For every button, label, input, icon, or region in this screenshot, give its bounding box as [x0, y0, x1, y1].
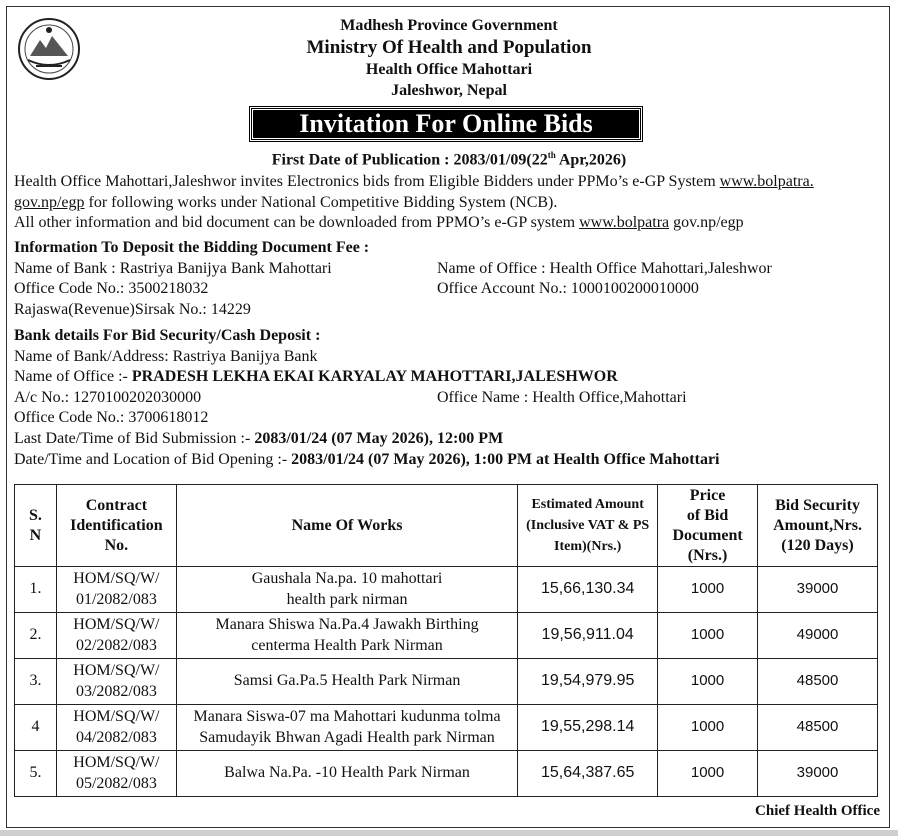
col-sn: S. N [15, 485, 57, 567]
office-location: Jaleshwor, Nepal [391, 82, 507, 99]
contract-cell: HOM/SQ/W/ 02/2082/083 [56, 613, 176, 659]
price-cell: 1000 [658, 705, 758, 751]
contract-cell: HOM/SQ/W/ 04/2082/083 [56, 705, 176, 751]
col-contract: Contract Identification No. [56, 485, 176, 567]
fee-bank: Name of Bank : Rastriya Banijya Bank Mahottari [14, 259, 332, 277]
contract-cell: HOM/SQ/W/ 03/2082/083 [56, 659, 176, 705]
table-row [15, 613, 878, 659]
security-cell: 39000 [758, 751, 878, 797]
security-account: A/c No.: 1270100202030000 [14, 388, 202, 406]
col-works: Name Of Works [176, 485, 517, 567]
works-cell: Samsi Ga.Pa.5 Health Park Nirman [176, 659, 517, 705]
bolpatra-link-2[interactable]: www.bolpatra [579, 214, 670, 232]
works-cell: Manara Shiswa Na.Pa.4 Jawakh Birthing centerma Health Park Nirman [176, 613, 517, 659]
contract-cell: HOM/SQ/W/ 01/2082/083 [56, 567, 176, 613]
ministry-name: Ministry Of Health and Population [306, 37, 592, 58]
security-cell: 39000 [758, 567, 878, 613]
sn-cell: 2. [15, 613, 57, 659]
bottom-rule [0, 830, 898, 836]
publication-date: First Date of Publication : 2083/01/09(22th Apr,2026) [271, 150, 627, 169]
amount-cell: 15,66,130.34 [518, 567, 658, 613]
amount-cell: 19,54,979.95 [518, 659, 658, 705]
contract-cell: HOM/SQ/W/ 05/2082/083 [56, 751, 176, 797]
table-header-row [15, 485, 878, 567]
table-row [15, 751, 878, 797]
fee-right [437, 259, 772, 300]
province-name: Madhesh Province Government [340, 17, 558, 34]
table-row [15, 705, 878, 751]
submission-deadline: Last Date/Time of Bid Submission :- 2083/01/24 (07 May 2026), 12:00 PM [14, 429, 504, 447]
security-office-name: Office Name : Health Office,Mahottari [437, 388, 687, 406]
fee-section [14, 238, 369, 320]
works-cell: Balwa Na.Pa. -10 Health Park Nirman [176, 751, 517, 797]
works-cell: Gaushala Na.pa. 10 mahottari health park nirman [176, 567, 517, 613]
intro-paragraph: Health Office Mahottari,Jaleshwor invites Electronics bids from Eligible Bidders under PPMo’s e-GP System www.bolpatra. gov.np/egp for following works under National Competitive Bidding System (NCB). All other information and bid document can be downloaded from PPMO’s e-GP system www.bolpatra gov.np/egp [14, 173, 814, 232]
table-row [15, 567, 878, 613]
amount-cell: 19,55,298.14 [518, 705, 658, 751]
col-price: Price of Bid Document (Nrs.) [658, 485, 758, 567]
bid-opening: Date/Time and Location of Bid Opening :- 2083/01/24 (07 May 2026), 1:00 PM at Health Office Mahottari [14, 450, 720, 468]
security-cell: 48500 [758, 659, 878, 705]
works-cell: Manara Siswa-07 ma Mahottari kudunma tolma Samudayik Bhwan Agadi Health park Nirman [176, 705, 517, 751]
col-security: Bid Security Amount,Nrs. (120 Days) [758, 485, 878, 567]
sn-cell: 4 [15, 705, 57, 751]
price-cell: 1000 [658, 751, 758, 797]
amount-cell: 15,64,387.65 [518, 751, 658, 797]
sn-cell: 3. [15, 659, 57, 705]
security-cell: 48500 [758, 705, 878, 751]
col-amount: Estimated Amount (Inclusive VAT & PS Item)(Nrs.) [518, 485, 658, 567]
office-name: Health Office Mahottari [365, 61, 533, 78]
fee-account: Office Account No.: 1000100200010000 [437, 280, 699, 298]
bids-table [14, 484, 878, 797]
amount-cell: 19,56,911.04 [518, 613, 658, 659]
price-cell: 1000 [658, 613, 758, 659]
sn-cell: 1. [15, 567, 57, 613]
header [0, 16, 898, 101]
egp-link[interactable]: gov.np/egp [14, 193, 85, 211]
fee-sirsak: Rajaswa(Revenue)Sirsak No.: 14229 [14, 300, 251, 318]
fee-office-name: Name of Office : Health Office Mahottari,Jaleshwor [437, 259, 772, 277]
security-heading: Bank details For Bid Security/Cash Deposit : [14, 327, 321, 344]
signatory: Chief Health Office [755, 803, 880, 819]
fee-heading: Information To Deposit the Bidding Document Fee : [14, 239, 370, 256]
price-cell: 1000 [658, 567, 758, 613]
bolpatra-link[interactable]: www.bolpatra. [719, 173, 814, 190]
sn-cell: 5. [15, 751, 57, 797]
security-office: Name of Office :- PRADESH LEKHA EKAI KARYALAY MAHOTTARI,JALESHWOR [14, 368, 618, 386]
table-row [15, 659, 878, 705]
security-bank: Name of Bank/Address: Rastriya Banijya Bank [14, 347, 318, 365]
price-cell: 1000 [658, 659, 758, 705]
security-cell: 49000 [758, 613, 878, 659]
notice-title: Invitation For Online Bids [250, 107, 642, 141]
security-office-code: Office Code No.: 3700618012 [14, 409, 209, 427]
fee-office-code: Office Code No.: 3500218032 [14, 280, 209, 298]
